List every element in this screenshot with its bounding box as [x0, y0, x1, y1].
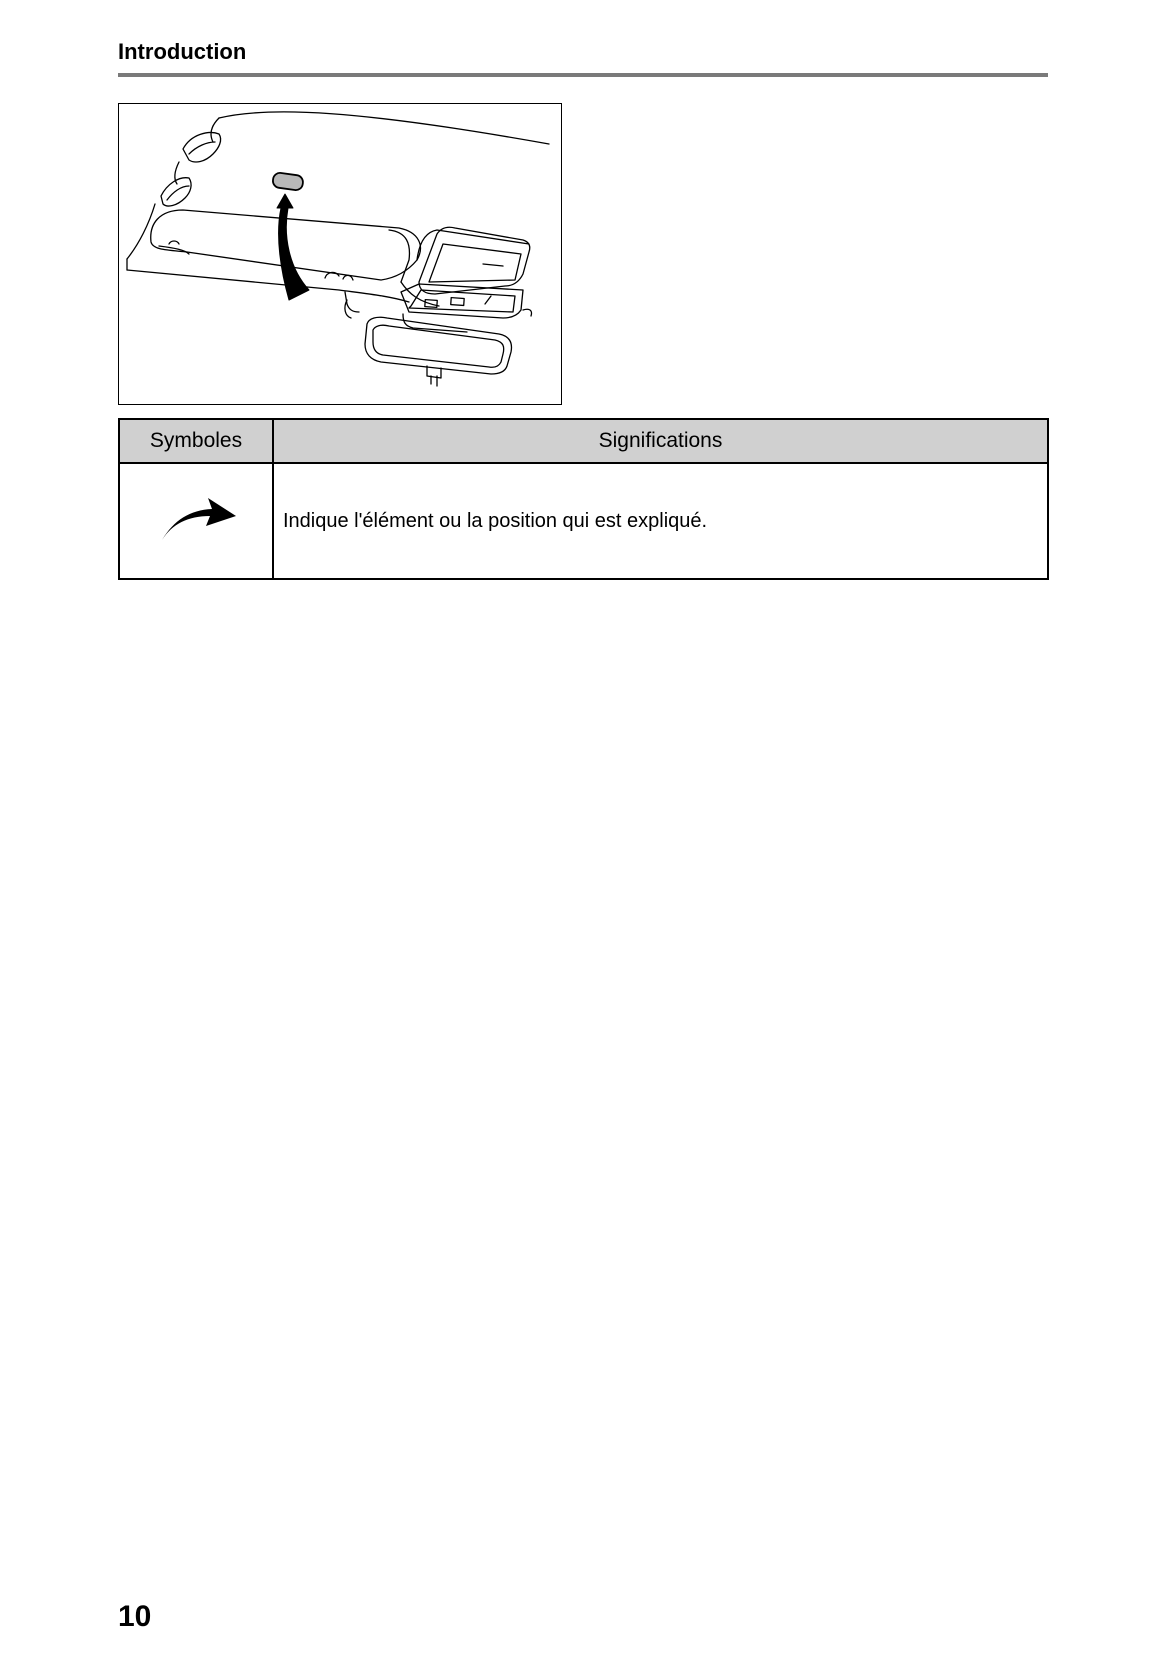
header-divider	[118, 73, 1048, 77]
table-header-row	[119, 419, 1048, 463]
symbols-column-header: Symboles	[119, 419, 273, 463]
symbol-table	[118, 418, 1049, 580]
section-title: Introduction	[118, 39, 247, 64]
overhead-console-figure	[118, 103, 562, 405]
curved-arrow-icon	[154, 492, 238, 544]
meaning-cell: Indique l'élément ou la position qui est expliqué.	[273, 463, 1048, 579]
overhead-console-illustration-icon	[119, 104, 560, 403]
table-row	[119, 463, 1048, 579]
page-number: 10	[118, 1600, 152, 1633]
meanings-column-header: Significations	[273, 419, 1048, 463]
symbol-cell	[119, 463, 273, 579]
